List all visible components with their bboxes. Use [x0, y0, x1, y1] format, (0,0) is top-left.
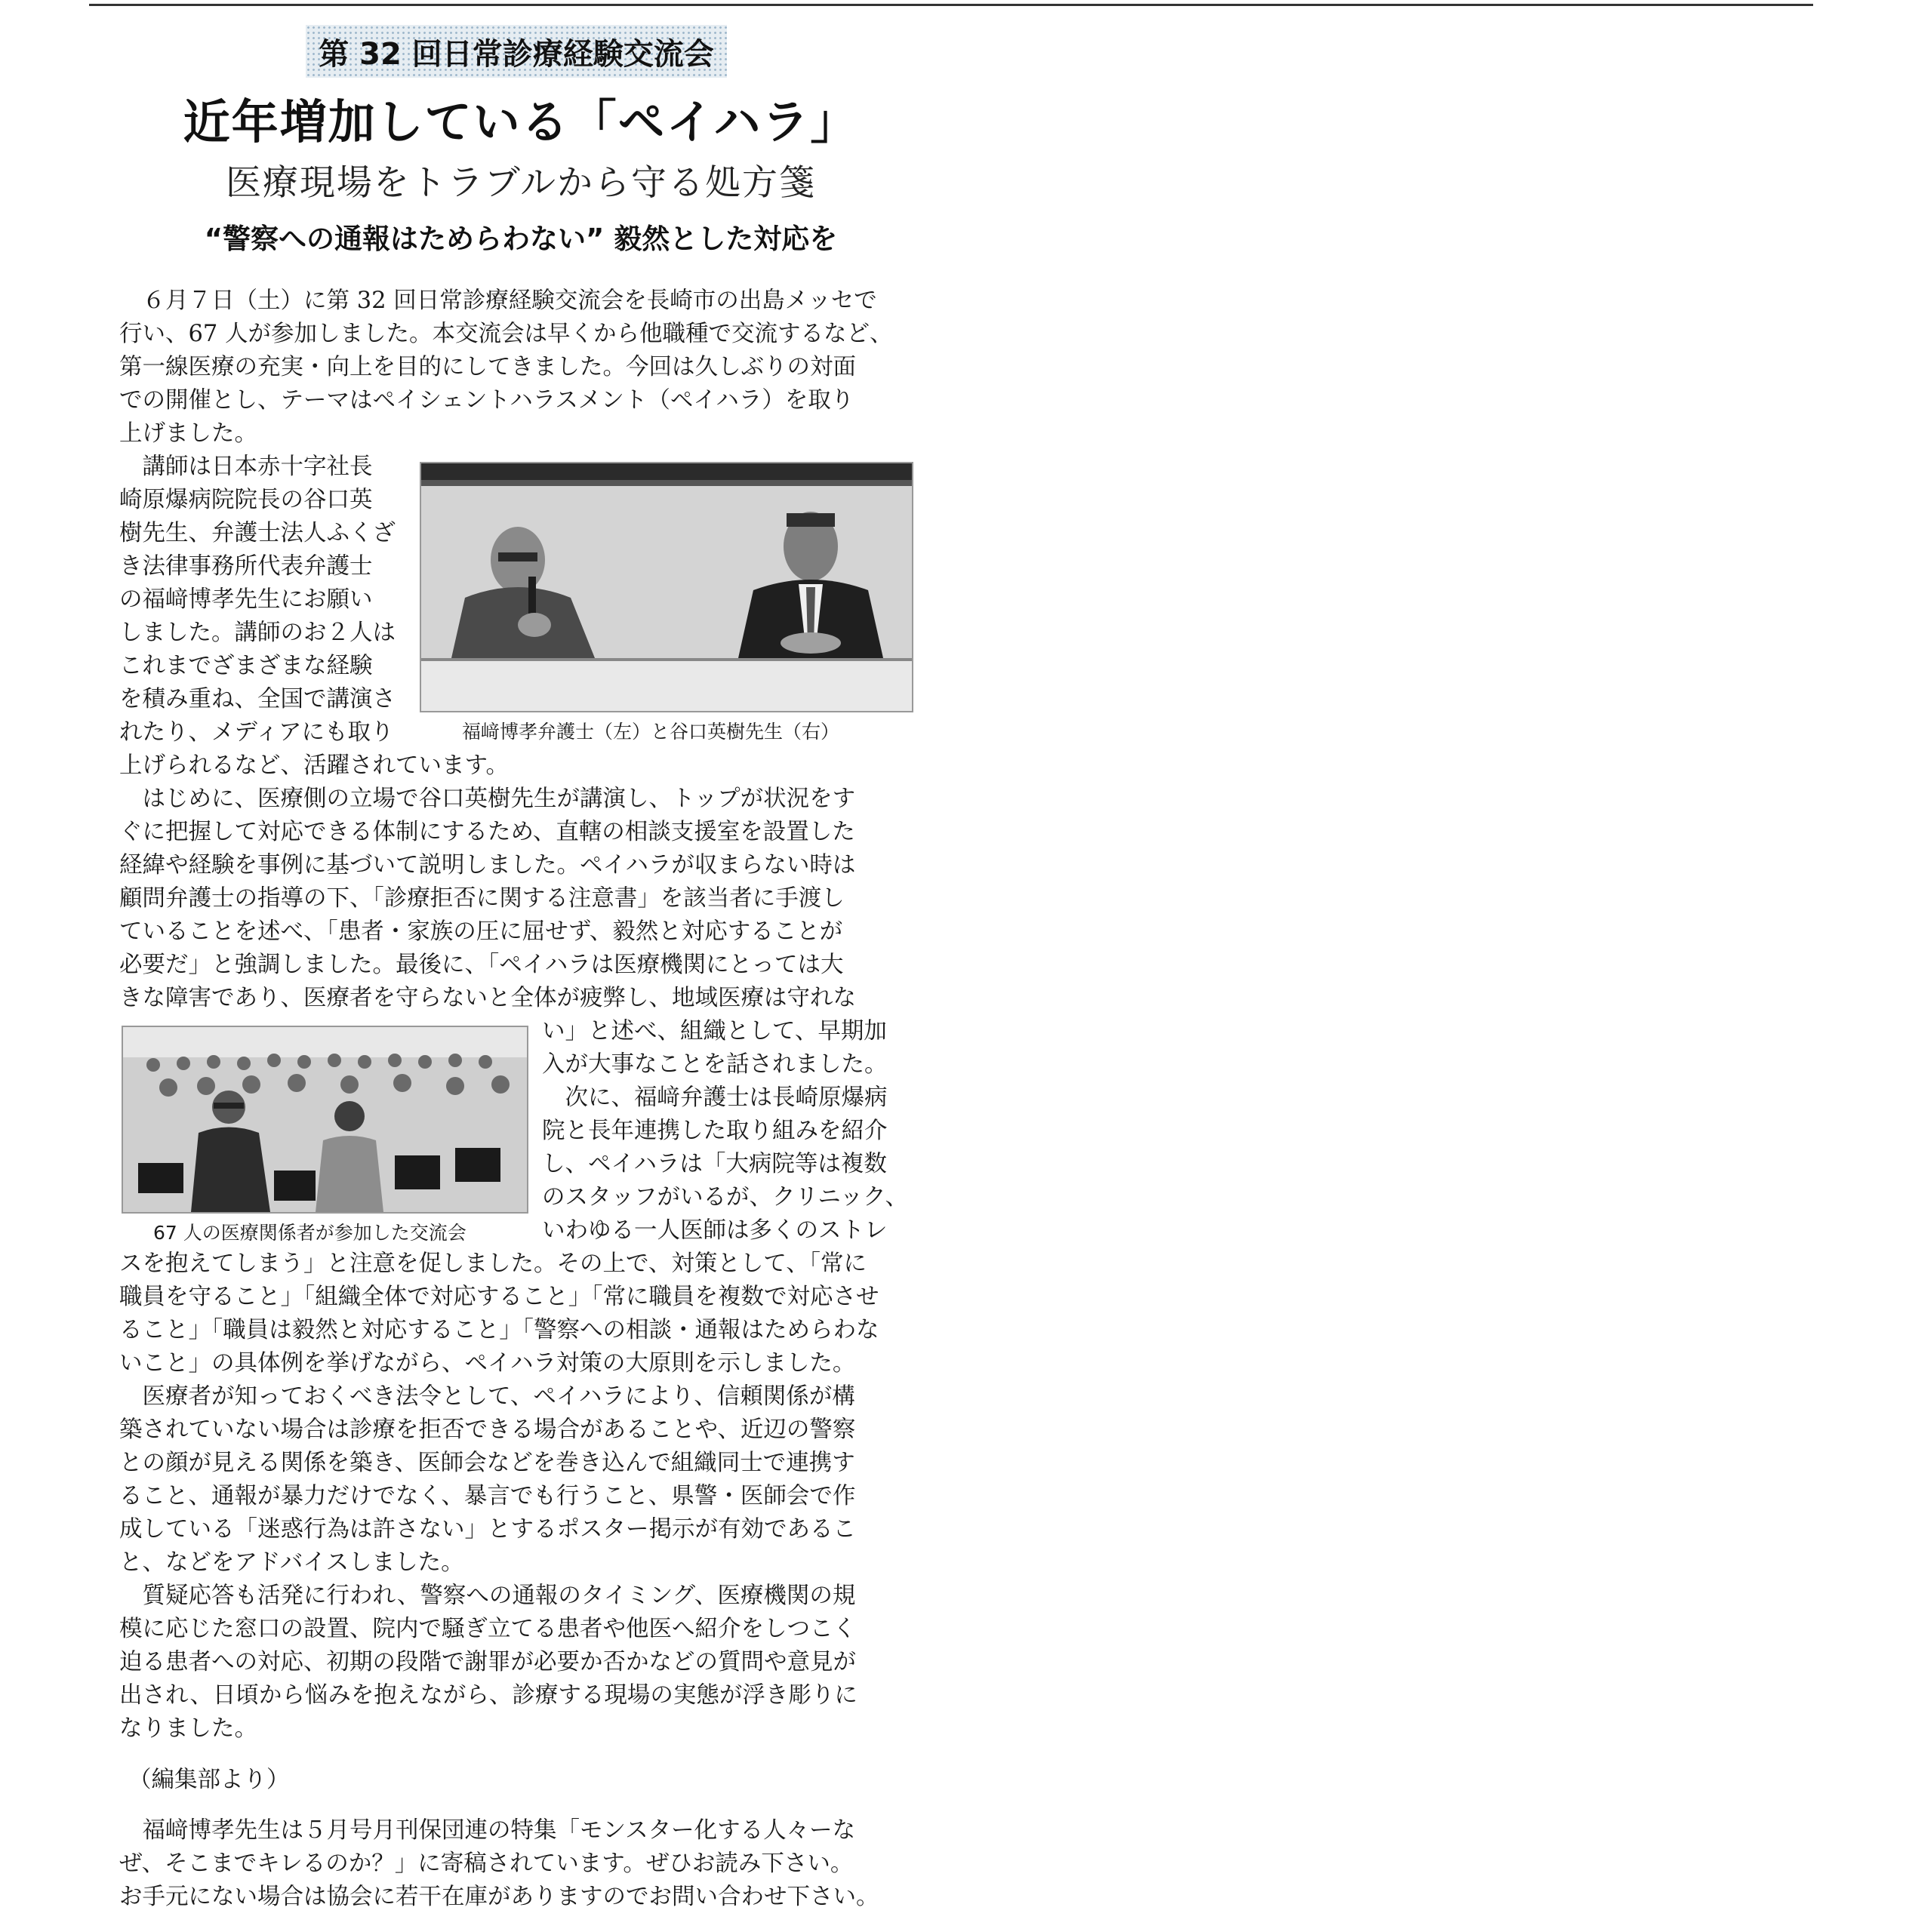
article-line: 医療者が知っておくべき法令として、ペイハラにより、信頼関係が構 [119, 1383, 855, 1410]
article-line: いこと」の具体例を挙げながら、ペイハラ対策の大原則を示しました。 [119, 1350, 856, 1377]
article-line: 行い、67 人が参加しました。本交流会は早くから他職種で交流するなど、 [119, 321, 893, 347]
article-line: ること」「職員は毅然と対応すること」「警察への相談・通報はためらわな [119, 1317, 879, 1343]
article-line: ること、通報が暴力だけでなく、暴言でも行うこと、県警・医師会で作 [119, 1483, 856, 1509]
headline: 近年増加している「ペイハラ」 [183, 94, 859, 149]
article-line: 崎原爆病院院長の谷口英 [119, 487, 373, 513]
article-line: 講師は日本赤十字社長 [119, 454, 373, 480]
article-line: スを抱えてしまう」と注意を促しました。その上で、対策として、「常に [119, 1251, 867, 1277]
article-line: 出され、日頃から悩みを抱えながら、診療する現場の実態が浮き彫りに [119, 1682, 858, 1709]
article-line: 院と長年連携した取り組みを紹介 [542, 1118, 888, 1144]
article-line: 模に応じた窓口の設置、院内で騒ぎ立てる患者や他医へ紹介をしつこく [119, 1616, 856, 1642]
article-line: の福﨑博孝先生にお願い [119, 586, 373, 613]
article-line: 経緯や経験を事例に基づいて説明しました。ペイハラが収まらない時は [119, 852, 856, 878]
article-line: 上げられるなど、活躍されています。 [119, 752, 510, 779]
article-line: での開催とし、テーマはペイシェントハラスメント（ペイハラ）を取り [119, 387, 854, 414]
closing-line: お手元にない場合は協会に若干在庫がありますのでお問い合わせ下さい。 [119, 1884, 879, 1910]
closing-line: ぜ、そこまでキレるのか？」に寄稿されています。ぜひお読み下さい。 [119, 1850, 854, 1877]
article-line: い」と述べ、組織として、早期加 [542, 1018, 887, 1044]
speakers-photo-caption: 福﨑博孝弁護士（左）と谷口英樹先生（右） [462, 721, 840, 743]
article-line: 顧問弁護士の指導の下、「診療拒否に関する注意書」を該当者に手渡し [119, 885, 845, 912]
article-line: 迫る患者への対応、初期の段階で謝罪が必要か否かなどの質問や意見が [119, 1649, 856, 1675]
article-line: 築されていない場合は診療を拒否できる場合があることや、近辺の警察 [119, 1417, 856, 1443]
article-line: 質疑応答も活発に行われ、警察への通報のタイミング、医療機関の規 [119, 1583, 856, 1609]
article-line: き法律事務所代表弁護士 [119, 553, 373, 580]
article-line: なりました。 [119, 1715, 257, 1742]
article-line: れたり、メディアにも取り [119, 719, 394, 746]
article-line: との顔が見える関係を築き、医師会などを巻き込んで組織同士で連携す [119, 1450, 855, 1476]
editor-note-label: （編集部より） [128, 1767, 290, 1793]
article-line: し、ペイハラは「大病院等は複数 [542, 1151, 887, 1177]
article-line: ぐに把握して対応できる体制にするため、直轄の相談支援室を設置した [119, 819, 855, 845]
article-line: ６月７日（土）に第 32 回日常診療経験交流会を長崎市の出島メッセで [119, 288, 877, 314]
article-line: を積み重ね、全国で講演さ [119, 686, 396, 712]
article-line: しました。講師のお２人は [119, 620, 396, 646]
article-line: いわゆる一人医師は多くのストレ [542, 1217, 888, 1244]
article-line: ていることを述べ、「患者・家族の圧に屈せず、毅然と対応することが [119, 918, 843, 945]
closing-line: 福﨑博孝先生は５月号月刊保団連の特集「モンスター化する人々ーな [119, 1817, 856, 1844]
series-tag: 第 32 回日常診療経験交流会 [306, 25, 727, 78]
lead-line: “警察への通報はためらわない” 毅然とした対応を [204, 223, 838, 255]
article-line: 入が大事なことを話されました。 [542, 1051, 888, 1078]
speakers-photo [420, 462, 913, 712]
article-line: 次に、福﨑弁護士は長崎原爆病 [542, 1084, 888, 1111]
article-line: 必要だ」と強調しました。最後に、「ペイハラは医療機関にとっては大 [119, 952, 844, 978]
audience-photo [122, 1026, 528, 1214]
article-line: これまでざまざまな経験 [119, 653, 373, 679]
article-line: 上げました。 [119, 420, 257, 447]
article-line: きな障害であり、医療者を守らないと全体が疲弊し、地域医療は守れな [119, 985, 856, 1011]
article-line: 第一線医療の充実・向上を目的にしてきました。今回は久しぶりの対面 [119, 354, 856, 380]
article-line: 樹先生、弁護士法人ふくざ [119, 520, 396, 546]
audience-photo-caption: 67 人の医療関係者が参加した交流会 [153, 1222, 466, 1244]
article-line: 成している「迷惑行為は許さない」とするポスター掲示が有効であるこ [119, 1516, 856, 1543]
subheadline: 医療現場をトラブルから守る処方箋 [225, 162, 817, 204]
article-line: 職員を守ること」「組織全体で対応すること」「常に職員を複数で対応させ [119, 1284, 879, 1310]
article-line: はじめに、医療側の立場で谷口英樹先生が講演し、トップが状況をす [119, 786, 856, 812]
article-line: のスタッフがいるが、クリニック、 [542, 1184, 908, 1211]
top-rule [89, 4, 1813, 6]
article-line: と、などをアドバイスしました。 [119, 1549, 464, 1576]
